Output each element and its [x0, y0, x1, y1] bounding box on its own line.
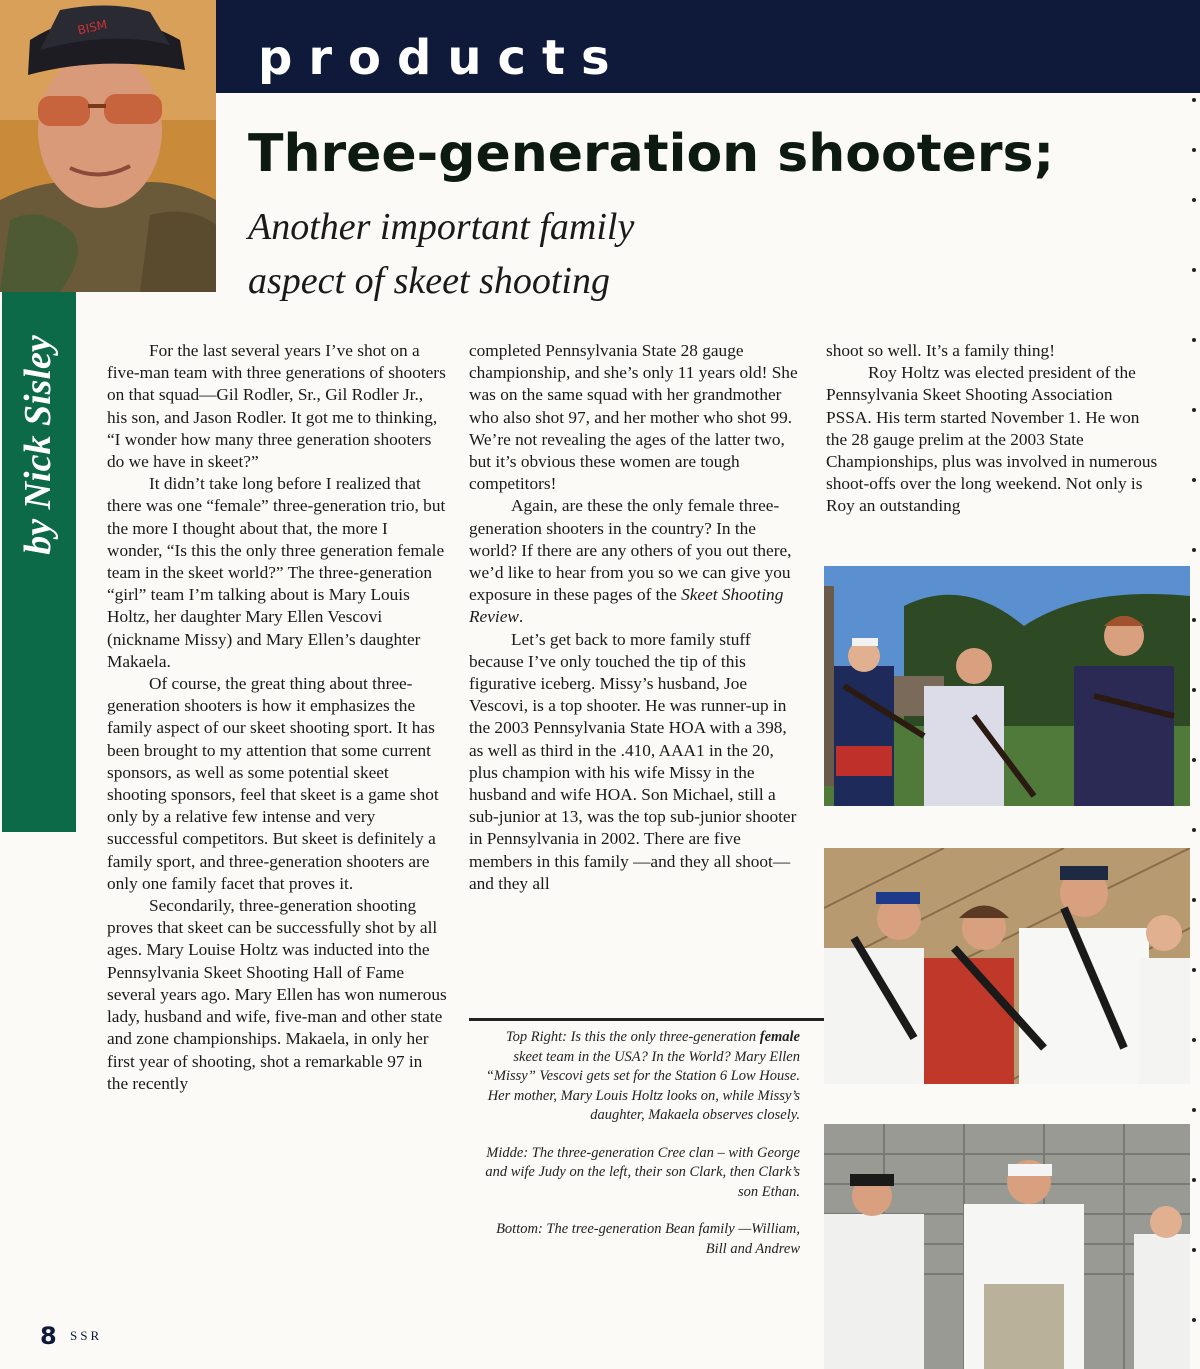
binding-edge-marks: [1186, 90, 1200, 1360]
paragraph: It didn’t take long before I realized that there was one “female” three-generation trio, but the more I thought about that, the more I wonder, “Is this the only three generation female team in the skeet world?” The three-generation “girl” team I’m talking about is Mary Louis Holtz, her daughter Mary Ellen Vescovi (nickname Missy) and Mary Ellen’s daughter Makaela.: [107, 474, 446, 671]
photo-bean-family: [824, 1124, 1190, 1369]
paragraph: shoot so well. It’s a family thing!: [826, 341, 1055, 360]
article-title: Three-generation shooters;: [248, 124, 1055, 184]
paragraph: completed Pennsylvania State 28 gauge championship, and she’s only 11 years old! She was on the same squad with her grandmother who also shot 97, and her mother who shot 99. We’re not revealing the ages of the latter two, but it’s obvious these women are tough competitors!: [469, 341, 798, 494]
body-column-1: [107, 340, 447, 1095]
publication-abbrev: SSR: [70, 1328, 103, 1343]
photo-cree-family: [824, 848, 1190, 1084]
paragraph-text: .: [518, 607, 524, 627]
byline: by Nick Sisley: [17, 335, 59, 555]
paragraph: [469, 495, 805, 628]
page-number: 8: [40, 1322, 57, 1350]
publication-title: Skeet Shooting Review: [469, 585, 784, 627]
photo-holtz-family: [824, 566, 1190, 806]
caption-top: [474, 1028, 800, 1126]
caption-bottom: Bottom: The tree-generation Bean family —William, Bill and Andrew: [496, 1221, 800, 1257]
section-label: products: [258, 30, 626, 86]
article-subtitle: [248, 200, 634, 308]
paragraph: For the last several years I’ve shot on a five-man team with three generations of shooters on that squad—Gil Rodler, Sr., Gil Rodler Jr., his son, and Jason Rodler. It got me to thinking, “I wonder how many three generation shooters do we have in skeet?”: [107, 341, 446, 472]
paragraph: Of course, the great thing about three-generation shooters is how it emphasizes the family aspect of our skeet shooting sport. It has been brought to my attention that some current sponsors, as well as some potential skeet shooting sponsors, feel that skeet is a game shot only by a relative few intense and very successful competitors. But skeet is definitely a family sport, and three-generation shooters are only one family facet that proves it.: [107, 674, 439, 893]
paragraph-text: Again, are these the only female three-generation shooters in the country? In the world? If there are any others of you out there, we’d like to hear from you so we can give you exposure in these pages of the: [469, 496, 792, 605]
caption-emphasis: female: [759, 1029, 800, 1045]
paragraph: Roy Holtz was elected president of the Pennsylvania Skeet Shooting Association PSSA. His term started November 1. He won the 28 gauge prelim at the 2003 State Championships, plus was involved in numerous shoot-offs over the long weekend. Not only is Roy an outstanding: [826, 363, 1158, 516]
caption-middle: Midde: The three-generation Cree clan – with George and wife Judy on the left, their son Clark, then Clark’s son Ethan.: [485, 1144, 800, 1200]
subtitle-line-1: Another important family: [248, 206, 635, 248]
body-column-3: [826, 340, 1162, 518]
caption-text: skeet team in the USA? In the World? Mary Ellen “Missy” Vescovi gets set for the Station 6 Low House. Her mother, Mary Louis Holtz looks on, while Missy’s daughter, Makaela observes closely.: [485, 1048, 800, 1123]
caption-divider: [469, 1018, 825, 1021]
author-photo: [0, 0, 216, 292]
paragraph: Let’s get back to more family stuff because I’ve only touched the tip of this figurative iceberg. Missy’s husband, Joe Vescovi, is a top shooter. He was runner-up in the 2003 Pennsylvania State HOA with a 398, as well as third in the .410, AAA1 in the 20, plus champion with his wife Missy in the husband and wife HOA. Son Michael, still a sub-junior at 13, was the top sub-junior shooter in Pennsylvania in 2002. There are five members in this family —and they all shoot—and they all: [469, 629, 797, 893]
caption-text: Top Right: Is this the only three-generation: [505, 1029, 760, 1045]
paragraph: Secondarily, three-generation shooting proves that skeet can be successfully shot by all ages. Mary Louise Holtz was inducted into the Pennsylvania Skeet Shooting Hall of Fame several years ago. Mary Ellen has won numerous lady, husband and wife, five-man and other state and zone championships. Makaela, in only her first year of shooting, shot a remarkable 97 in the recently: [107, 896, 447, 1093]
svg-text:BISM: BISM: [76, 17, 109, 38]
photo-captions: [474, 1028, 800, 1277]
body-column-2: [469, 340, 805, 895]
subtitle-line-2: aspect of skeet shooting: [248, 260, 610, 302]
